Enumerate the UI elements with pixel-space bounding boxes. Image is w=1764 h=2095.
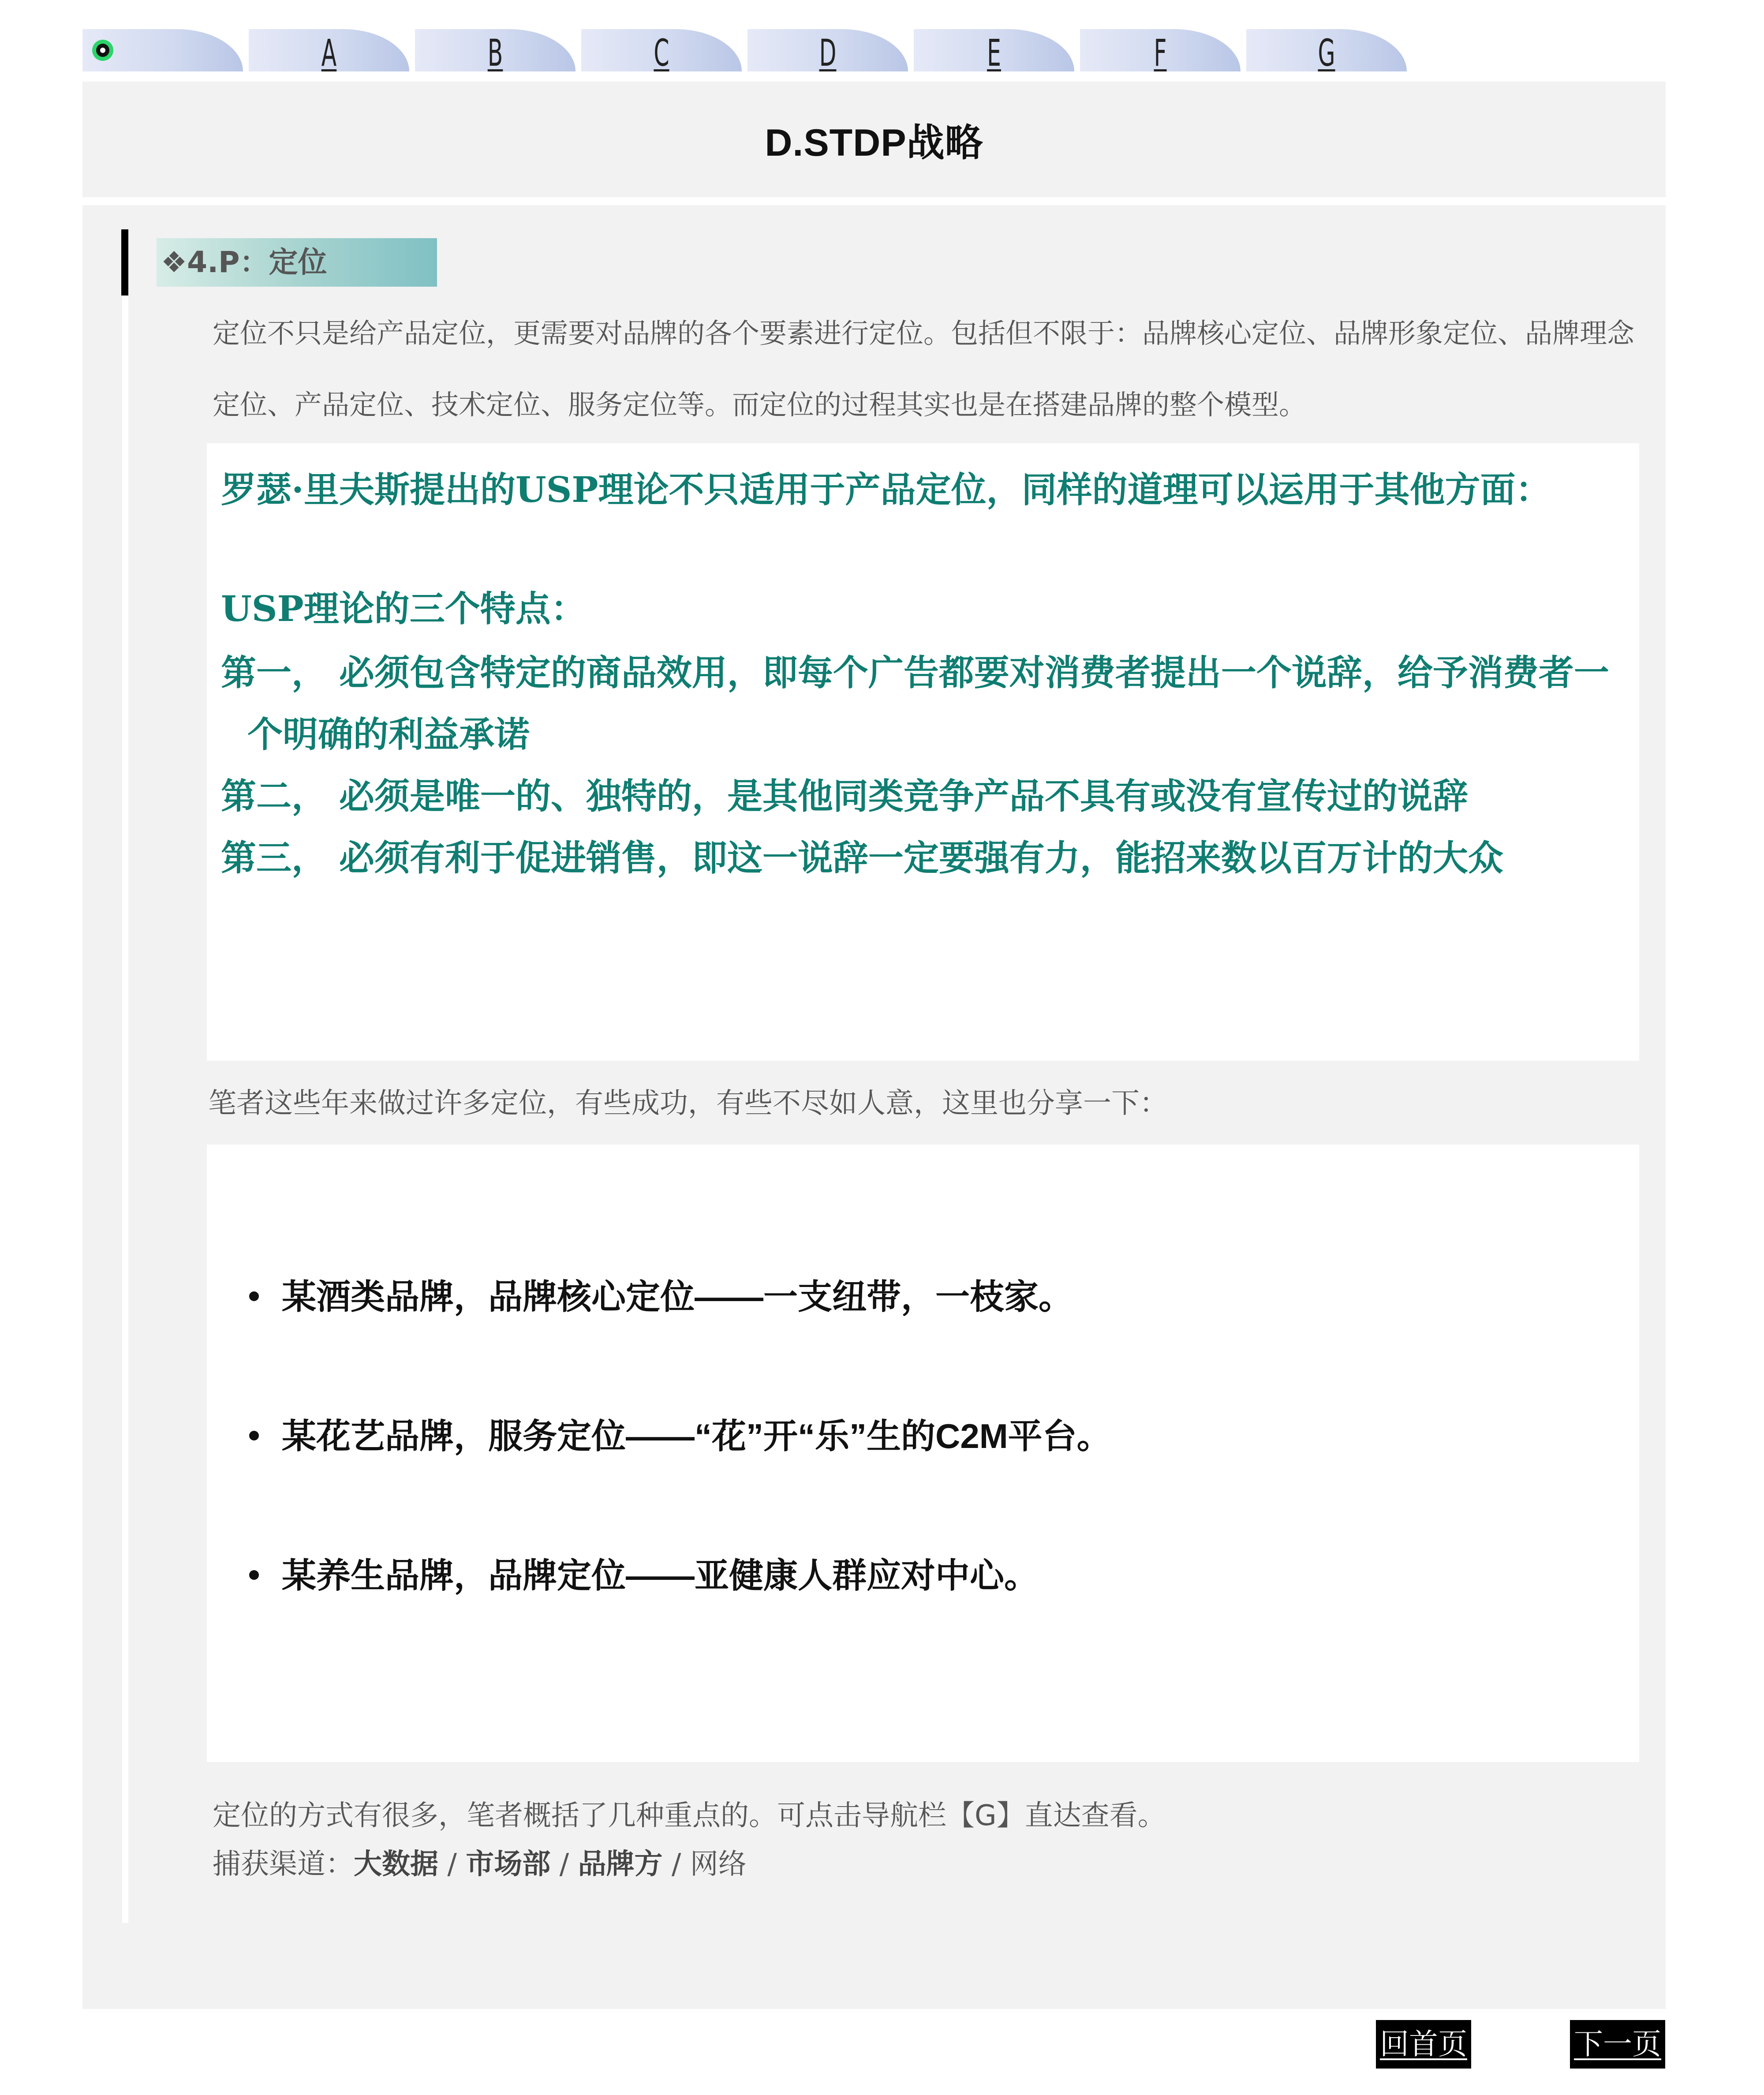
tab-label: E [987,31,1001,75]
tab-label: D [819,31,837,75]
channel-market: 市场部 [466,1848,551,1881]
tab-b[interactable] [415,29,576,75]
channel-separator: / [550,1848,578,1881]
example-text: 某花艺品牌，服务定位——“花”开“乐”生的C2M平台。 [282,1417,1111,1455]
usp-point-2: 第二， 必须是唯一的、独特的，是其他同类竞争产品不具有或没有宣传过的说辞 [221,775,1468,817]
channel-separator: / [438,1848,466,1881]
list-item [242,1416,1111,1556]
next-page-button[interactable]: 下一页 [1570,2020,1665,2069]
usp-point-3: 第三， 必须有利于促进销售，即这一说辞一定要强有力，能招来数以百万计的大众 [221,837,1503,879]
usp-subtitle: USP理论的三个特点： [221,588,586,629]
section-accent-bar [121,229,128,296]
tab-label: C [654,31,669,75]
section-intro: 定位不只是给产品定位，更需要对品牌的各个要素进行定位。包括但不限于：品牌核心定位、品牌形象定位、品牌理念定位、产品定位、技术定位、服务定位等。而定位的过程其实也是在搭建品牌的整个模型。 [213,317,1635,421]
bullet-icon [249,1291,259,1301]
list-item [242,1556,1111,1695]
page-title: D.STDP战略 [765,122,983,164]
method-note: 定位的方式有很多，笔者概括了几种重点的。可点击导航栏【G】直达查看。 [213,1799,1166,1832]
channel-brand: 品牌方 [578,1848,663,1881]
bullet-icon [249,1570,259,1580]
channel-prefix: 捕获渠道： [213,1848,354,1881]
section-heading: ❖4.P：定位 [157,238,437,287]
usp-point-1: 第一， 必须包含特定的商品效用，即每个广告都要对消费者提出一个说辞，给予消费者一个明确的利益承诺 [221,652,1609,755]
tab-c[interactable] [581,29,742,75]
example-text: 某酒类品牌，品牌核心定位——一支纽带，一枝家。 [282,1277,1073,1316]
tab-bar [82,29,1414,75]
section-guide-line [122,296,128,1923]
usp-heading: 罗瑟·里夫斯提出的USP理论不只适用于产品定位，同样的道理可以运用于其他方面： [221,469,1551,510]
tab-f[interactable] [1080,29,1241,75]
example-text: 某养生品牌，品牌定位——亚健康人群应对中心。 [282,1556,1039,1595]
tab-label: G [1318,31,1335,75]
tab-home[interactable] [82,29,243,71]
bullet-icon [249,1431,259,1440]
tab-label: F [1154,31,1167,75]
channel-big-data: 大数据 [354,1848,438,1881]
tab-g[interactable] [1246,29,1407,75]
tab-label: B [487,31,503,75]
channel-network: 网络 [690,1848,747,1881]
tab-a[interactable] [249,29,409,75]
home-circle-icon [92,40,113,61]
content-panel [82,205,1666,2009]
list-item [242,1277,1111,1416]
tab-label: A [321,31,337,75]
capture-channels [213,1841,747,1882]
spacer [221,523,1626,576]
tab-e[interactable] [914,29,1074,75]
title-band [82,82,1666,197]
tab-d[interactable] [747,29,908,75]
home-page-button[interactable]: 回首页 [1376,2020,1471,2069]
examples-list [242,1277,1111,1695]
usp-theory-box [207,443,1639,1061]
channel-separator: / [662,1848,690,1881]
share-intro: 笔者这些年来做过许多定位，有些成功，有些不尽如人意，这里也分享一下： [208,1087,1168,1120]
examples-box [207,1145,1639,1762]
